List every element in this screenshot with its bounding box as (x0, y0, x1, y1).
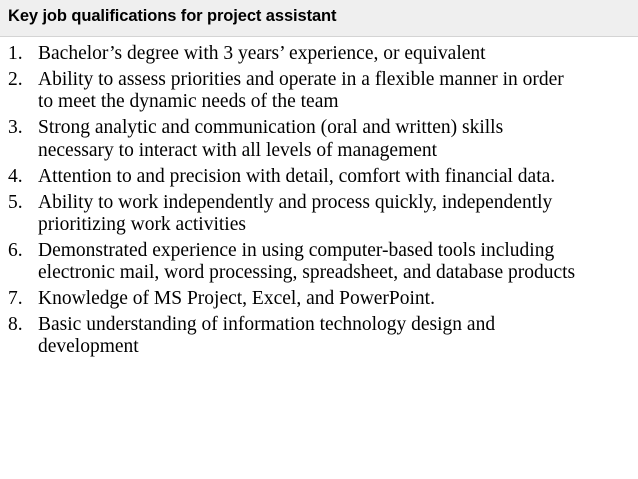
item-number: 3. (8, 117, 23, 139)
item-text: electronic mail, word processing, spreadsheet, and database products (38, 262, 576, 284)
item-number: 8. (8, 314, 23, 336)
item-text: to meet the dynamic needs of the team (38, 91, 339, 113)
list-item (0, 166, 638, 188)
item-number: 1. (8, 43, 23, 64)
list-item (0, 69, 638, 114)
header-bar (0, 0, 638, 37)
list-item (0, 240, 638, 285)
list-item (0, 117, 638, 162)
qualifications-list (0, 43, 638, 362)
list-item (0, 288, 638, 310)
item-number: 2. (8, 68, 23, 90)
item-number: 5. (8, 191, 23, 213)
item-text: Knowledge of MS Project, Excel, and PowerPoint. (38, 288, 435, 310)
item-text: Strong analytic and communication (oral and written) skills (38, 117, 504, 139)
item-text: Basic understanding of information technology design and (38, 314, 496, 336)
list-item (0, 314, 638, 359)
item-text: prioritizing work activities (38, 213, 246, 235)
item-text: Demonstrated experience in using computer-based tools including (38, 239, 555, 261)
list-item (0, 192, 638, 237)
list-item (0, 43, 638, 65)
item-text: development (38, 336, 139, 358)
item-text: Bachelor’s degree with 3 years’ experience, or equivalent (38, 43, 486, 64)
item-number: 4. (8, 165, 23, 187)
page-title: Key job qualifications for project assistant (8, 7, 337, 25)
item-text: Ability to assess priorities and operate in a flexible manner in order (38, 68, 564, 90)
item-text: Attention to and precision with detail, comfort with financial data. (38, 165, 556, 187)
item-text: necessary to interact with all levels of management (38, 139, 438, 161)
item-text: Ability to work independently and process quickly, independently (38, 191, 553, 213)
item-number: 6. (8, 239, 23, 261)
item-number: 7. (8, 288, 23, 310)
